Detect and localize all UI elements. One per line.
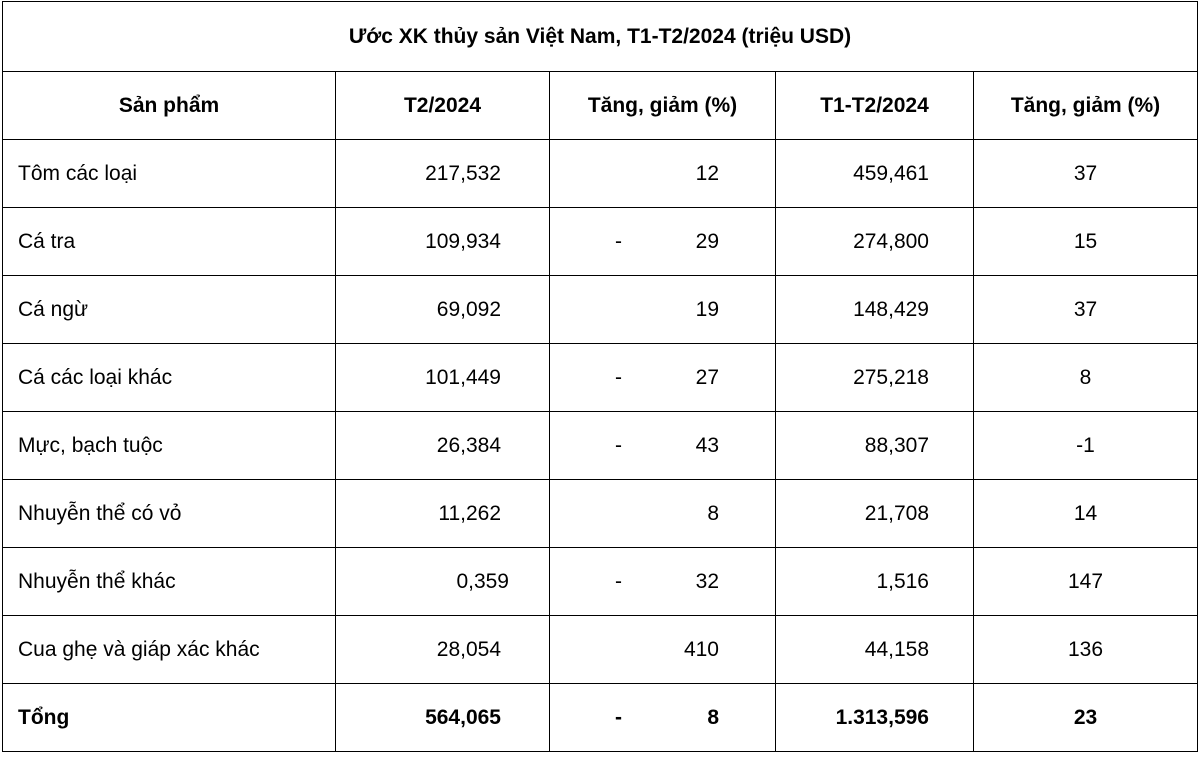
t2-value-cell xyxy=(336,140,550,208)
total-t1-t2-value: 1.313,596 xyxy=(835,705,929,729)
t2-change-cell xyxy=(550,276,776,344)
table-row xyxy=(3,208,1198,276)
t2-change-cell xyxy=(550,616,776,684)
t2-value: 26,384 xyxy=(436,433,501,457)
t2-value-cell xyxy=(336,412,550,480)
table-row xyxy=(3,344,1198,412)
table-row xyxy=(3,616,1198,684)
seafood-export-table xyxy=(2,1,1198,752)
t1-t2-value: 88,307 xyxy=(864,433,929,457)
table-row xyxy=(3,140,1198,208)
product-name: Nhuyễn thể khác xyxy=(3,548,336,616)
change-sign: - xyxy=(615,229,622,253)
t2-value: 217,532 xyxy=(425,161,501,185)
title-row xyxy=(3,2,1198,72)
table-row xyxy=(3,276,1198,344)
t2-value: 28,054 xyxy=(436,637,501,661)
t1-t2-value-cell xyxy=(776,208,974,276)
t2-change: 32 xyxy=(695,569,719,593)
t1-t2-change: 147 xyxy=(974,548,1198,616)
t2-value: 11,262 xyxy=(438,501,501,525)
t1-t2-change: 136 xyxy=(974,616,1198,684)
header-change-t2: Tăng, giảm (%) xyxy=(550,72,776,140)
t1-t2-value-cell xyxy=(776,480,974,548)
t2-value-cell xyxy=(336,548,550,616)
total-t2-change: 8 xyxy=(707,705,719,729)
table-row xyxy=(3,412,1198,480)
t2-value: 109,934 xyxy=(425,229,501,253)
t1-t2-change: 37 xyxy=(974,276,1198,344)
product-name: Cua ghẹ và giáp xác khác xyxy=(3,616,336,684)
t1-t2-value-cell xyxy=(776,276,974,344)
t2-change-cell xyxy=(550,412,776,480)
t1-t2-value: 459,461 xyxy=(853,161,929,185)
t2-change-cell xyxy=(550,208,776,276)
t2-value: 69,092 xyxy=(436,297,501,321)
total-t1-t2-change: 23 xyxy=(974,684,1198,752)
t1-t2-value: 148,429 xyxy=(853,297,929,321)
header-product: Sản phẩm xyxy=(3,72,336,140)
t2-value: 0,359 xyxy=(456,569,509,593)
total-row xyxy=(3,684,1198,752)
t1-t2-value: 275,218 xyxy=(853,365,929,389)
t2-change: 12 xyxy=(695,161,719,185)
t2-change-cell xyxy=(550,480,776,548)
t2-value-cell xyxy=(336,480,550,548)
t1-t2-value: 21,708 xyxy=(864,501,929,525)
t2-value-cell xyxy=(336,276,550,344)
product-name: Cá ngừ xyxy=(3,276,336,344)
t1-t2-value: 1,516 xyxy=(876,569,929,593)
t1-t2-change: -1 xyxy=(974,412,1198,480)
change-sign: - xyxy=(615,365,622,389)
total-t1-t2-cell xyxy=(776,684,974,752)
product-name: Cá tra xyxy=(3,208,336,276)
total-t2-change-cell xyxy=(550,684,776,752)
header-row xyxy=(3,72,1198,140)
header-t1-t2-2024: T1-T2/2024 xyxy=(776,72,974,140)
header-change-t1-t2: Tăng, giảm (%) xyxy=(974,72,1198,140)
product-name: Nhuyễn thể có vỏ xyxy=(3,480,336,548)
t2-change-cell xyxy=(550,548,776,616)
total-t2-cell xyxy=(336,684,550,752)
header-t2-2024: T2/2024 xyxy=(336,72,550,140)
product-name: Cá các loại khác xyxy=(3,344,336,412)
t2-value-cell xyxy=(336,616,550,684)
total-t2-value: 564,065 xyxy=(425,705,501,729)
t2-change: 43 xyxy=(695,433,719,457)
t2-change-cell xyxy=(550,344,776,412)
t1-t2-value-cell xyxy=(776,616,974,684)
t2-change: 19 xyxy=(695,297,719,321)
table-row xyxy=(3,548,1198,616)
t2-value-cell xyxy=(336,344,550,412)
table-row xyxy=(3,480,1198,548)
t1-t2-value-cell xyxy=(776,412,974,480)
t1-t2-change: 14 xyxy=(974,480,1198,548)
change-sign: - xyxy=(615,433,622,457)
t1-t2-change: 15 xyxy=(974,208,1198,276)
t1-t2-value: 44,158 xyxy=(864,637,929,661)
t2-change: 27 xyxy=(695,365,719,389)
change-sign: - xyxy=(615,569,622,593)
t1-t2-change: 37 xyxy=(974,140,1198,208)
t1-t2-value-cell xyxy=(776,548,974,616)
product-name: Mực, bạch tuộc xyxy=(3,412,336,480)
t2-value: 101,449 xyxy=(425,365,501,389)
t2-change: 29 xyxy=(695,229,719,253)
t2-value-cell xyxy=(336,208,550,276)
total-label: Tổng xyxy=(3,684,336,752)
change-sign: - xyxy=(615,705,622,729)
t1-t2-value-cell xyxy=(776,140,974,208)
t2-change: 410 xyxy=(683,637,719,661)
t2-change-cell xyxy=(550,140,776,208)
t1-t2-value-cell xyxy=(776,344,974,412)
product-name: Tôm các loại xyxy=(3,140,336,208)
t2-change: 8 xyxy=(707,501,719,525)
t1-t2-value: 274,800 xyxy=(853,229,929,253)
t1-t2-change: 8 xyxy=(974,344,1198,412)
table-title: Ước XK thủy sản Việt Nam, T1-T2/2024 (triệu USD) xyxy=(3,2,1198,72)
